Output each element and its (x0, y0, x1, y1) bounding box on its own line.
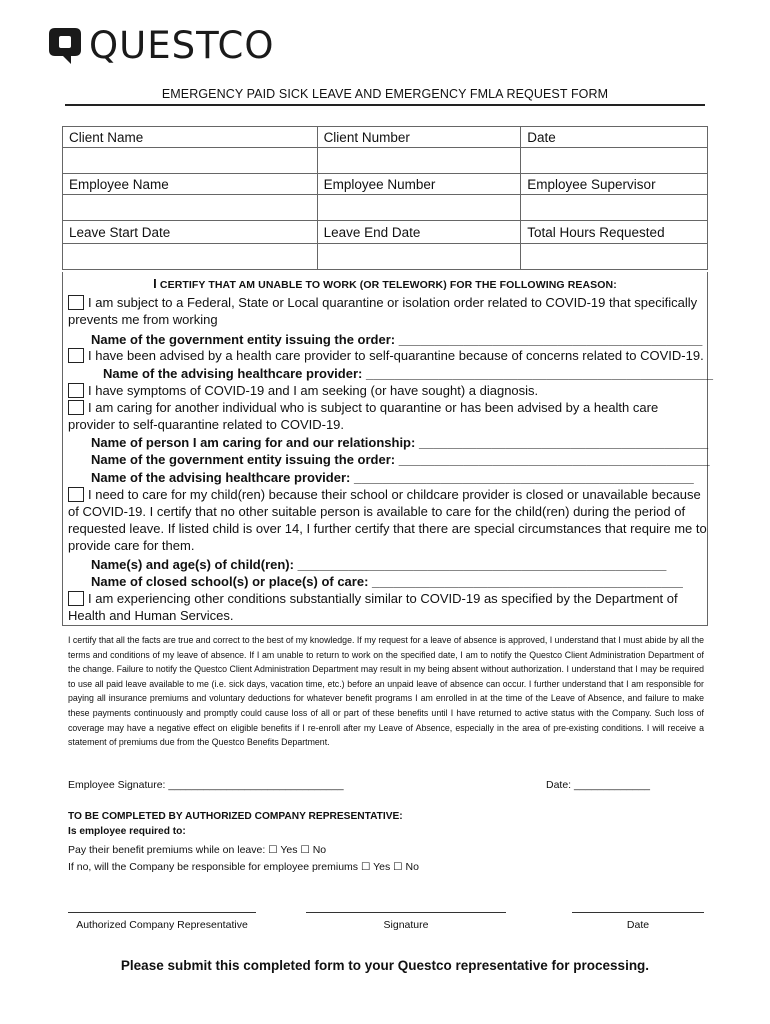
children-names-ages-line[interactable]: Name(s) and age(s) of child(ren): ___________________________________________________ (91, 557, 667, 572)
reason-self-quarantine (68, 347, 708, 364)
checkbox-other-conditions[interactable] (68, 591, 84, 606)
date-block[interactable] (572, 912, 704, 931)
reason-symptoms-text: I have symptoms of COVID-19 and I am seeking (or have sought) a diagnosis. (88, 383, 539, 398)
questco-logo-mark-icon (45, 26, 87, 66)
closed-school-line[interactable]: Name of closed school(s) or place(s) of care: ___________________________________________ (91, 574, 683, 589)
rep-signature-rule (68, 912, 256, 913)
healthcare-provider-line-2[interactable]: Name of the advising healthcare provider: _______________________________________________ (91, 470, 694, 485)
checkbox-caring-individual[interactable] (68, 400, 84, 415)
date-label: Date (521, 127, 708, 148)
reason-quarantine-order (68, 294, 708, 328)
brand-name: QUESTCO (89, 24, 275, 67)
certification-statement: I certify that all the facts are true and correct to the best of my knowledge. If my request for a leave of absence is approved, I understand that I must abide by all the terms and conditions of my leave of absence. If I am unable to return to work on the specified date, I am to notify the Questco Client Administration Department of the change. Failure to notify the Questco Client Administration Department may result in my being absent without authorization. I understand that I may be required to use all paid leave available to me (i.e. sick days, vacation time, etc.) before an unpaid leave of absence can occur. I further understand that I am responsible for paying all insurance premiums and voluntary deductions for whatever benefit programs I am enrolled in at the time of the Leave of Absence, and failure to make these payments continuously and promptly could cause loss of all or part of these benefits until I have returned to active status with the Company. Such loss of coverage may have a negative effect on eligible benefits if I re-enroll after my Leave of Absence, especially in the area of pre-existing conditions. I will receive a statement of premiums due from the Questco Benefits Department. (68, 635, 704, 748)
signature-block[interactable] (306, 912, 506, 931)
client-name-label: Client Name (63, 127, 318, 148)
government-entity-line-2[interactable]: Name of the government entity issuing the order: ___________________________________________ (91, 452, 710, 467)
reason-caring-individual-text: I am caring for another individual who is subject to quarantine or has been advised by a health care provider to self-quarantine related to COVID-19. (68, 400, 659, 432)
employee-signature-line[interactable]: Employee Signature: ______________________________ (68, 779, 344, 791)
employee-number-label: Employee Number (317, 174, 521, 195)
company-responsible-question[interactable]: If no, will the Company be responsible for employee premiums ☐ Yes ☐ No (68, 861, 419, 873)
date-sign-label: Date (626, 919, 650, 931)
reasons-heading-initial: I (153, 276, 157, 291)
employee-supervisor-field[interactable] (521, 195, 708, 221)
total-hours-label: Total Hours Requested (521, 221, 708, 244)
reason-other-conditions (68, 590, 708, 624)
company-section-question: Is employee required to: (68, 826, 186, 837)
checkbox-symptoms[interactable] (68, 383, 84, 398)
reasons-heading (62, 276, 708, 291)
government-entity-line-1[interactable]: Name of the government entity issuing the order: __________________________________________ (91, 332, 703, 347)
leave-end-date-field[interactable] (317, 244, 521, 270)
employee-name-label: Employee Name (63, 174, 318, 195)
client-name-field[interactable] (63, 148, 318, 174)
reasons-heading-text: CERTIFY THAT AM UNABLE TO WORK (OR TELEWORK) FOR THE FOLLOWING REASON: (159, 279, 617, 291)
employee-supervisor-label: Employee Supervisor (521, 174, 708, 195)
rep-label: Authorized Company Representative (76, 919, 248, 931)
employee-number-field[interactable] (317, 195, 521, 221)
date-rule (572, 912, 704, 913)
reason-childcare-text: I need to care for my child(ren) because their school or childcare provider is closed or unavailable because of COVID-19. I certify that no other suitable person is available to care for the child(ren) during the period of requested leave. If listed child is over 14, I further certify that there are special circumstances that require me to provide care for them. (68, 487, 707, 553)
signature-rule (306, 912, 506, 913)
employee-date-line[interactable]: Date: _____________ (546, 779, 650, 791)
reason-self-quarantine-text: I have been advised by a health care provider to self-quarantine because of concerns related to COVID-19. (88, 348, 704, 363)
form-title: EMERGENCY PAID SICK LEAVE AND EMERGENCY FMLA REQUEST FORM (161, 87, 609, 101)
reason-symptoms (68, 382, 708, 399)
checkbox-quarantine-order[interactable] (68, 295, 84, 310)
company-section-heading: TO BE COMPLETED BY AUTHORIZED COMPANY REPRESENTATIVE: (68, 811, 403, 822)
healthcare-provider-line-1[interactable]: Name of the advising healthcare provider: ________________________________________________ (103, 366, 713, 381)
title-divider (65, 104, 705, 106)
checkbox-childcare[interactable] (68, 487, 84, 502)
reason-other-conditions-text: I am experiencing other conditions substantially similar to COVID-19 as specified by the Department of Health and Human Services. (68, 591, 678, 623)
submission-instruction: Please submit this completed form to your Questco representative for processing. (120, 958, 650, 973)
premiums-on-leave-question[interactable]: Pay their benefit premiums while on leave: ☐ Yes ☐ No (68, 844, 327, 856)
leave-start-date-field[interactable] (63, 244, 318, 270)
total-hours-field[interactable] (521, 244, 708, 270)
signature-label: Signature (383, 919, 429, 931)
client-number-field[interactable] (317, 148, 521, 174)
reason-caring-individual (68, 399, 708, 433)
leave-start-date-label: Leave Start Date (63, 221, 318, 244)
person-relationship-line[interactable]: Name of person I am caring for and our relationship: ________________________________________ (91, 435, 709, 450)
leave-end-date-label: Leave End Date (317, 221, 521, 244)
employee-name-field[interactable] (63, 195, 318, 221)
questco-logo (45, 26, 274, 66)
checkbox-self-quarantine[interactable] (68, 348, 84, 363)
date-field[interactable] (521, 148, 708, 174)
employee-info-table (62, 126, 708, 270)
client-number-label: Client Number (317, 127, 521, 148)
rep-signature-block[interactable] (68, 912, 256, 931)
reason-quarantine-order-text: I am subject to a Federal, State or Local quarantine or isolation order related to COVID-19 that specifically prevents me from working (68, 295, 698, 327)
reason-childcare (68, 486, 708, 554)
